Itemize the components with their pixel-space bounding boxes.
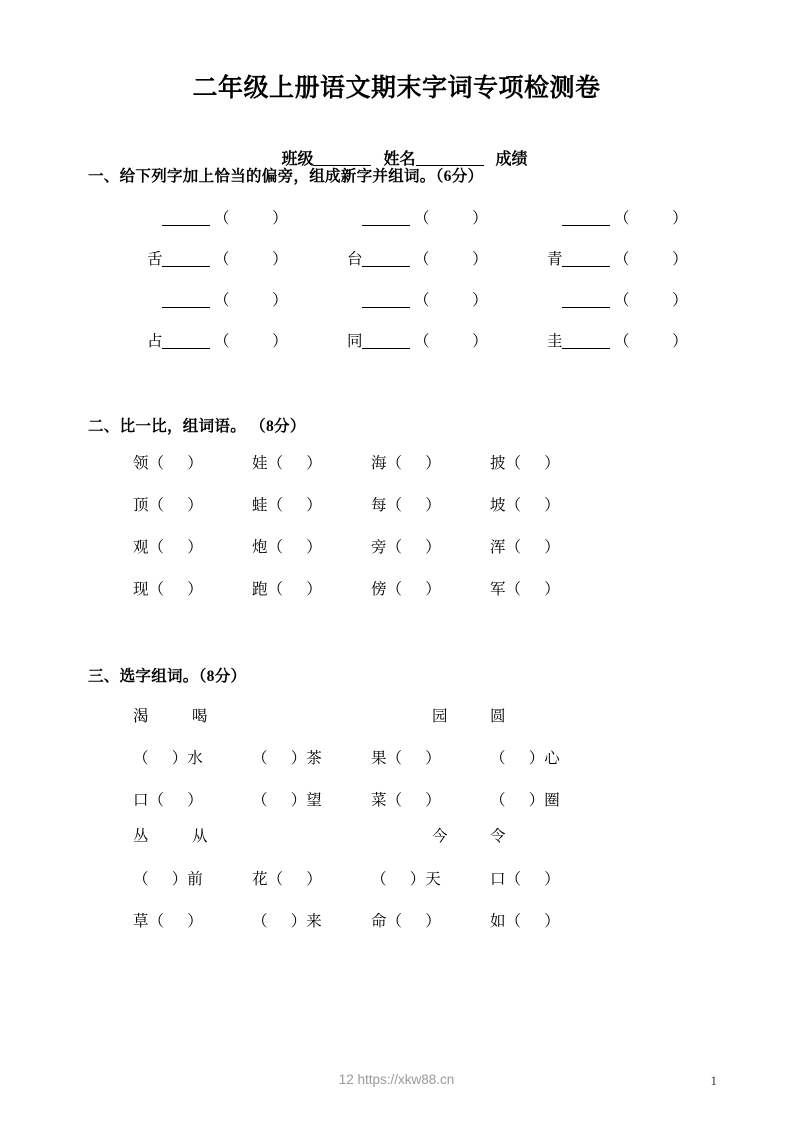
radical-blank-cell[interactable] — [147, 289, 288, 313]
radical-blank-cell[interactable] — [547, 207, 688, 231]
word-parentheses[interactable]: （ ） — [614, 251, 688, 268]
radical-blank-cell[interactable] — [547, 330, 688, 354]
section-3-row — [0, 747, 793, 773]
word-parentheses[interactable]: （ ） — [414, 292, 488, 309]
write-blank[interactable] — [362, 266, 410, 267]
choose-char-cell[interactable]: （ ）水 — [133, 750, 203, 767]
radical-blank-cell[interactable] — [347, 289, 488, 313]
radical-blank-cell[interactable] — [347, 248, 488, 272]
compare-word-cell[interactable]: 跑（ ） — [252, 581, 322, 598]
compare-word-cell[interactable]: 海（ ） — [371, 455, 441, 472]
compare-word-cell[interactable]: 坡（ ） — [490, 497, 560, 514]
choose-char-cell[interactable]: 口（ ） — [490, 871, 560, 888]
choice-character: 从 — [192, 828, 208, 845]
section-3-heading: 三、选字组词。（8分） — [88, 668, 247, 685]
compare-word-cell[interactable]: 炮（ ） — [252, 539, 322, 556]
word-parentheses[interactable]: （ ） — [414, 210, 488, 227]
page-number: 1 — [710, 1073, 717, 1088]
base-character: 青 — [547, 251, 563, 268]
section-2-row — [0, 452, 793, 478]
base-character: 圭 — [547, 333, 563, 350]
choice-character: 渴 — [133, 708, 149, 725]
base-character: 占 — [147, 333, 163, 350]
radical-blank-cell[interactable] — [547, 248, 688, 272]
word-parentheses[interactable]: （ ） — [414, 333, 488, 350]
choose-char-cell[interactable]: 口（ ） — [133, 792, 203, 809]
section-3-pair-header — [0, 825, 793, 851]
compare-word-cell[interactable]: 观（ ） — [133, 539, 203, 556]
compare-word-cell[interactable]: 每（ ） — [371, 497, 441, 514]
page-title: 二年级上册语文期末字词专项检测卷 — [192, 75, 601, 102]
choice-character: 喝 — [192, 708, 208, 725]
section-1-row-prompts-b — [0, 330, 793, 356]
section-2-row — [0, 536, 793, 562]
choose-char-cell[interactable]: 命（ ） — [371, 913, 441, 930]
footer-watermark: 12 https://xkw88.cn — [338, 1072, 455, 1087]
choose-char-cell[interactable]: （ ）前 — [133, 871, 203, 888]
write-blank[interactable] — [362, 307, 410, 308]
choice-character: 丛 — [133, 828, 149, 845]
compare-word-cell[interactable]: 傍（ ） — [371, 581, 441, 598]
section-3-pair-header — [0, 705, 793, 731]
word-parentheses[interactable]: （ ） — [414, 251, 488, 268]
word-parentheses[interactable]: （ ） — [614, 333, 688, 350]
compare-word-cell[interactable]: 领（ ） — [133, 455, 203, 472]
write-blank[interactable] — [162, 266, 210, 267]
radical-blank-cell[interactable] — [347, 207, 488, 231]
choose-char-cell[interactable]: （ ）心 — [490, 750, 560, 767]
compare-word-cell[interactable]: 现（ ） — [133, 581, 203, 598]
compare-word-cell[interactable]: 蛙（ ） — [252, 497, 322, 514]
write-blank[interactable] — [562, 266, 610, 267]
write-blank[interactable] — [362, 225, 410, 226]
section-2-heading: 二、比一比，组词语。 （8分） — [88, 418, 306, 435]
choose-char-cell[interactable]: 草（ ） — [133, 913, 203, 930]
choose-char-cell[interactable]: 如（ ） — [490, 913, 560, 930]
write-blank[interactable] — [162, 307, 210, 308]
radical-blank-cell[interactable] — [147, 248, 288, 272]
write-blank[interactable] — [162, 225, 210, 226]
compare-word-cell[interactable]: 浑（ ） — [490, 539, 560, 556]
compare-word-cell[interactable]: 顶（ ） — [133, 497, 203, 514]
section-1-row-answers-b — [0, 289, 793, 315]
word-parentheses[interactable]: （ ） — [214, 251, 288, 268]
choose-char-cell[interactable]: （ ）天 — [371, 871, 441, 888]
section-3-row — [0, 868, 793, 894]
choice-character: 圆 — [490, 708, 506, 725]
write-blank[interactable] — [562, 307, 610, 308]
choice-character: 今 — [432, 828, 448, 845]
compare-word-cell[interactable]: 披（ ） — [490, 455, 560, 472]
radical-blank-cell[interactable] — [547, 289, 688, 313]
choice-character: 令 — [490, 828, 506, 845]
choose-char-cell[interactable]: （ ）来 — [252, 913, 322, 930]
info-gap-2 — [484, 151, 496, 168]
write-blank[interactable] — [562, 348, 610, 349]
word-parentheses[interactable]: （ ） — [214, 210, 288, 227]
section-3-row — [0, 910, 793, 936]
write-blank[interactable] — [362, 348, 410, 349]
name-label: 姓名 — [383, 151, 416, 168]
word-parentheses[interactable]: （ ） — [614, 292, 688, 309]
word-parentheses[interactable]: （ ） — [614, 210, 688, 227]
section-3-row — [0, 789, 793, 815]
word-parentheses[interactable]: （ ） — [214, 333, 288, 350]
section-1-row-prompts-a — [0, 248, 793, 274]
choice-character: 园 — [432, 708, 448, 725]
base-character: 台 — [347, 251, 363, 268]
compare-word-cell[interactable]: 娃（ ） — [252, 455, 322, 472]
radical-blank-cell[interactable] — [347, 330, 488, 354]
base-character: 舌 — [147, 251, 163, 268]
write-blank[interactable] — [562, 225, 610, 226]
choose-char-cell[interactable]: （ ）望 — [252, 792, 322, 809]
section-2-row — [0, 578, 793, 604]
write-blank[interactable] — [162, 348, 210, 349]
choose-char-cell[interactable]: （ ）茶 — [252, 750, 322, 767]
score-label: 成绩 — [495, 151, 528, 168]
radical-blank-cell[interactable] — [147, 330, 288, 354]
choose-char-cell[interactable]: 菜（ ） — [371, 792, 441, 809]
radical-blank-cell[interactable] — [147, 207, 288, 231]
base-character: 同 — [347, 333, 363, 350]
section-1-heading: 一、给下列字加上恰当的偏旁，组成新字并组词。（6分） — [88, 168, 484, 185]
section-2-row — [0, 494, 793, 520]
compare-word-cell[interactable]: 军（ ） — [490, 581, 560, 598]
word-parentheses[interactable]: （ ） — [214, 292, 288, 309]
choose-char-cell[interactable]: （ ）圈 — [490, 792, 560, 809]
choose-char-cell[interactable]: 花（ ） — [252, 871, 322, 888]
section-1-row-answers-a — [0, 207, 793, 233]
choose-char-cell[interactable]: 果（ ） — [371, 750, 441, 767]
class-label: 班级 — [281, 151, 314, 168]
compare-word-cell[interactable]: 旁（ ） — [371, 539, 441, 556]
